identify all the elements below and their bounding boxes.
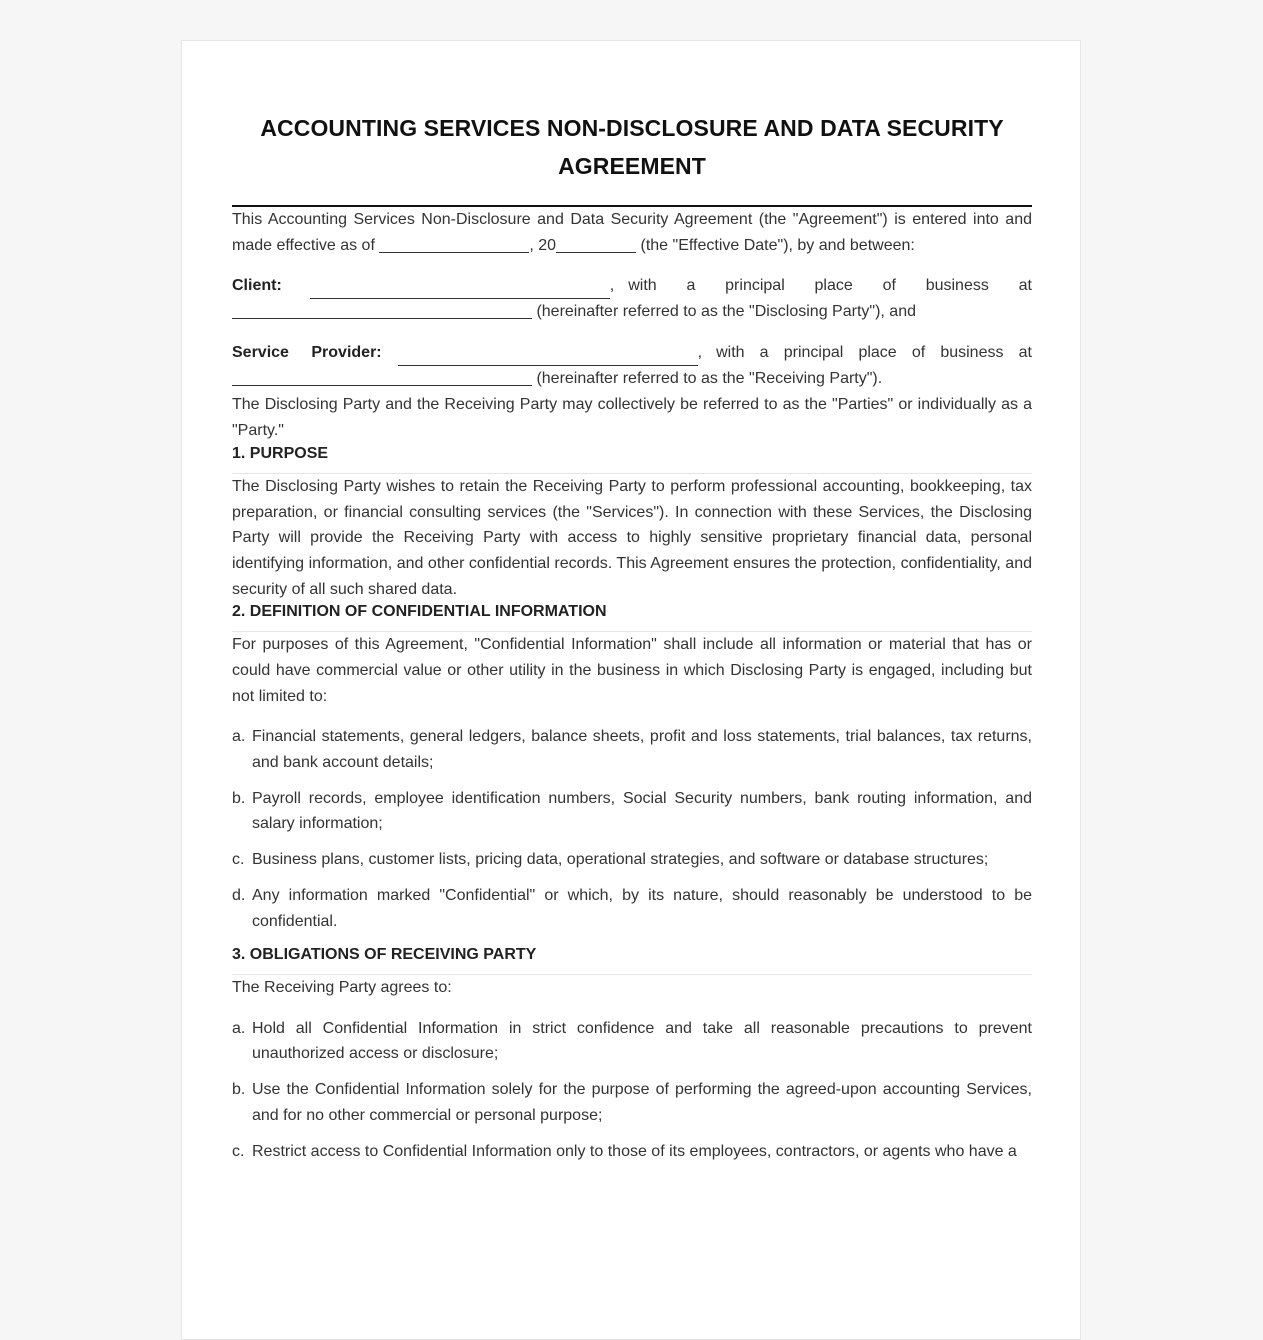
list-item [232, 724, 1032, 775]
section-heading-definition: 2. DEFINITION OF CONFIDENTIAL INFORMATION [232, 602, 1032, 632]
client-word: business [925, 277, 989, 295]
effective-date-blank [379, 235, 529, 253]
provider-address-intro [716, 340, 1032, 366]
provider-label: Service Provider: [232, 344, 382, 362]
list-marker: d. [232, 887, 246, 905]
collective-paragraph: The Disclosing Party and the Receiving Party may collectively be referred to as the "Parties" or individually as a "Party." [232, 396, 1032, 440]
purpose-paragraph: The Disclosing Party wishes to retain the Receiving Party to perform professional accounting, bookkeeping, tax preparation, or financial consulting services (the "Services"). In connection with these Services, the Disclosing Party will provide the Receiving Party with access to highly sensitive proprietary financial data, personal identifying information, and other confidential records. This Agreement ensures the protection, confidentiality, and security of all such shared data. [232, 477, 1032, 598]
list-item [232, 847, 1032, 873]
provider-address-blank [232, 368, 532, 386]
provider-comma: , [697, 344, 703, 362]
client-closing: (hereinafter referred to as the "Disclosing Party"), and [536, 303, 916, 321]
client-name-blank [310, 281, 610, 299]
client-address-blank [232, 301, 532, 319]
provider-word: place [858, 344, 897, 362]
document-page [181, 40, 1081, 1340]
list-marker: c. [232, 851, 245, 869]
list-marker: c. [232, 1142, 245, 1160]
provider-name-blank [398, 348, 698, 366]
client-word: of [882, 277, 896, 295]
client-word: a [686, 277, 696, 295]
list-item-text: Business plans, customer lists, pricing data, operational strategies, and software or database structures; [252, 851, 989, 869]
provider-word: a [759, 344, 769, 362]
definition-list [232, 724, 1032, 934]
client-word: with [628, 277, 657, 295]
section-heading-purpose: 1. PURPOSE [232, 444, 1032, 474]
list-item [232, 1016, 1032, 1067]
provider-word: principal [783, 344, 844, 362]
list-item [232, 1139, 1032, 1165]
list-marker: b. [232, 1081, 246, 1099]
list-item-text: Use the Confidential Information solely for the purpose of performing the agreed-upon accounting Services, and for no other commercial or personal purpose; [252, 1081, 1032, 1124]
client-word: place [814, 277, 853, 295]
provider-word: of [911, 344, 926, 362]
client-label: Client: [232, 277, 282, 295]
client-address-intro [628, 273, 1032, 299]
list-item-text: Restrict access to Confidential Information only to those of its employees, contractors, or agents who have a [252, 1142, 1017, 1160]
document-content [232, 41, 1032, 1175]
document-title: ACCOUNTING SERVICES NON-DISCLOSURE AND DATA SECURITY AGREEMENT [260, 115, 1004, 179]
list-item-text: Payroll records, employee identification numbers, Social Security numbers, bank routing information, and salary information; [252, 789, 1032, 833]
effective-year-blank [556, 235, 636, 253]
list-item-text: Hold all Confidential Information in strict confidence and take all reasonable precautions to prevent unauthorized access or disclosure; [252, 1019, 1032, 1063]
definition-paragraph: For purposes of this Agreement, "Confidential Information" shall include all information or material that has or could have commercial value or other utility in the business in which Disclosing Party is engaged, including but not limited to: [232, 636, 1032, 705]
client-word: at [1018, 277, 1032, 295]
intro-text-end: (the "Effective Date"), by and between: [640, 236, 915, 254]
provider-party-block [232, 340, 1032, 392]
client-party-block [232, 273, 1032, 325]
list-marker: a. [232, 728, 246, 746]
provider-word: business [940, 344, 1004, 362]
section-heading-obligations: 3. OBLIGATIONS OF RECEIVING PARTY [232, 945, 1032, 975]
obligations-list [232, 1016, 1032, 1165]
client-word: principal [725, 277, 785, 295]
list-item [232, 1077, 1032, 1128]
obligations-paragraph: The Receiving Party agrees to: [232, 978, 452, 996]
provider-word: at [1018, 344, 1032, 362]
list-marker: a. [232, 1019, 246, 1037]
list-marker: b. [232, 789, 246, 807]
list-item-text: Any information marked "Confidential" or which, by its nature, should reasonably be understood to be confidential. [252, 887, 1032, 930]
provider-word: with [716, 344, 745, 362]
client-comma: , [609, 277, 615, 295]
intro-paragraph [232, 207, 1032, 258]
list-item [232, 883, 1032, 934]
year-prefix: , 20 [529, 236, 557, 254]
provider-closing: (hereinafter referred to as the "Receiving Party"). [536, 370, 883, 388]
intro-text: This Accounting Services Non-Disclosure and Data Security Agreement (the "Agreement") is entered into and made effective as of [232, 211, 1032, 254]
list-item-text: Financial statements, general ledgers, balance sheets, profit and loss statements, trial balances, tax returns, and bank account details; [252, 728, 1032, 771]
list-item [232, 786, 1032, 837]
